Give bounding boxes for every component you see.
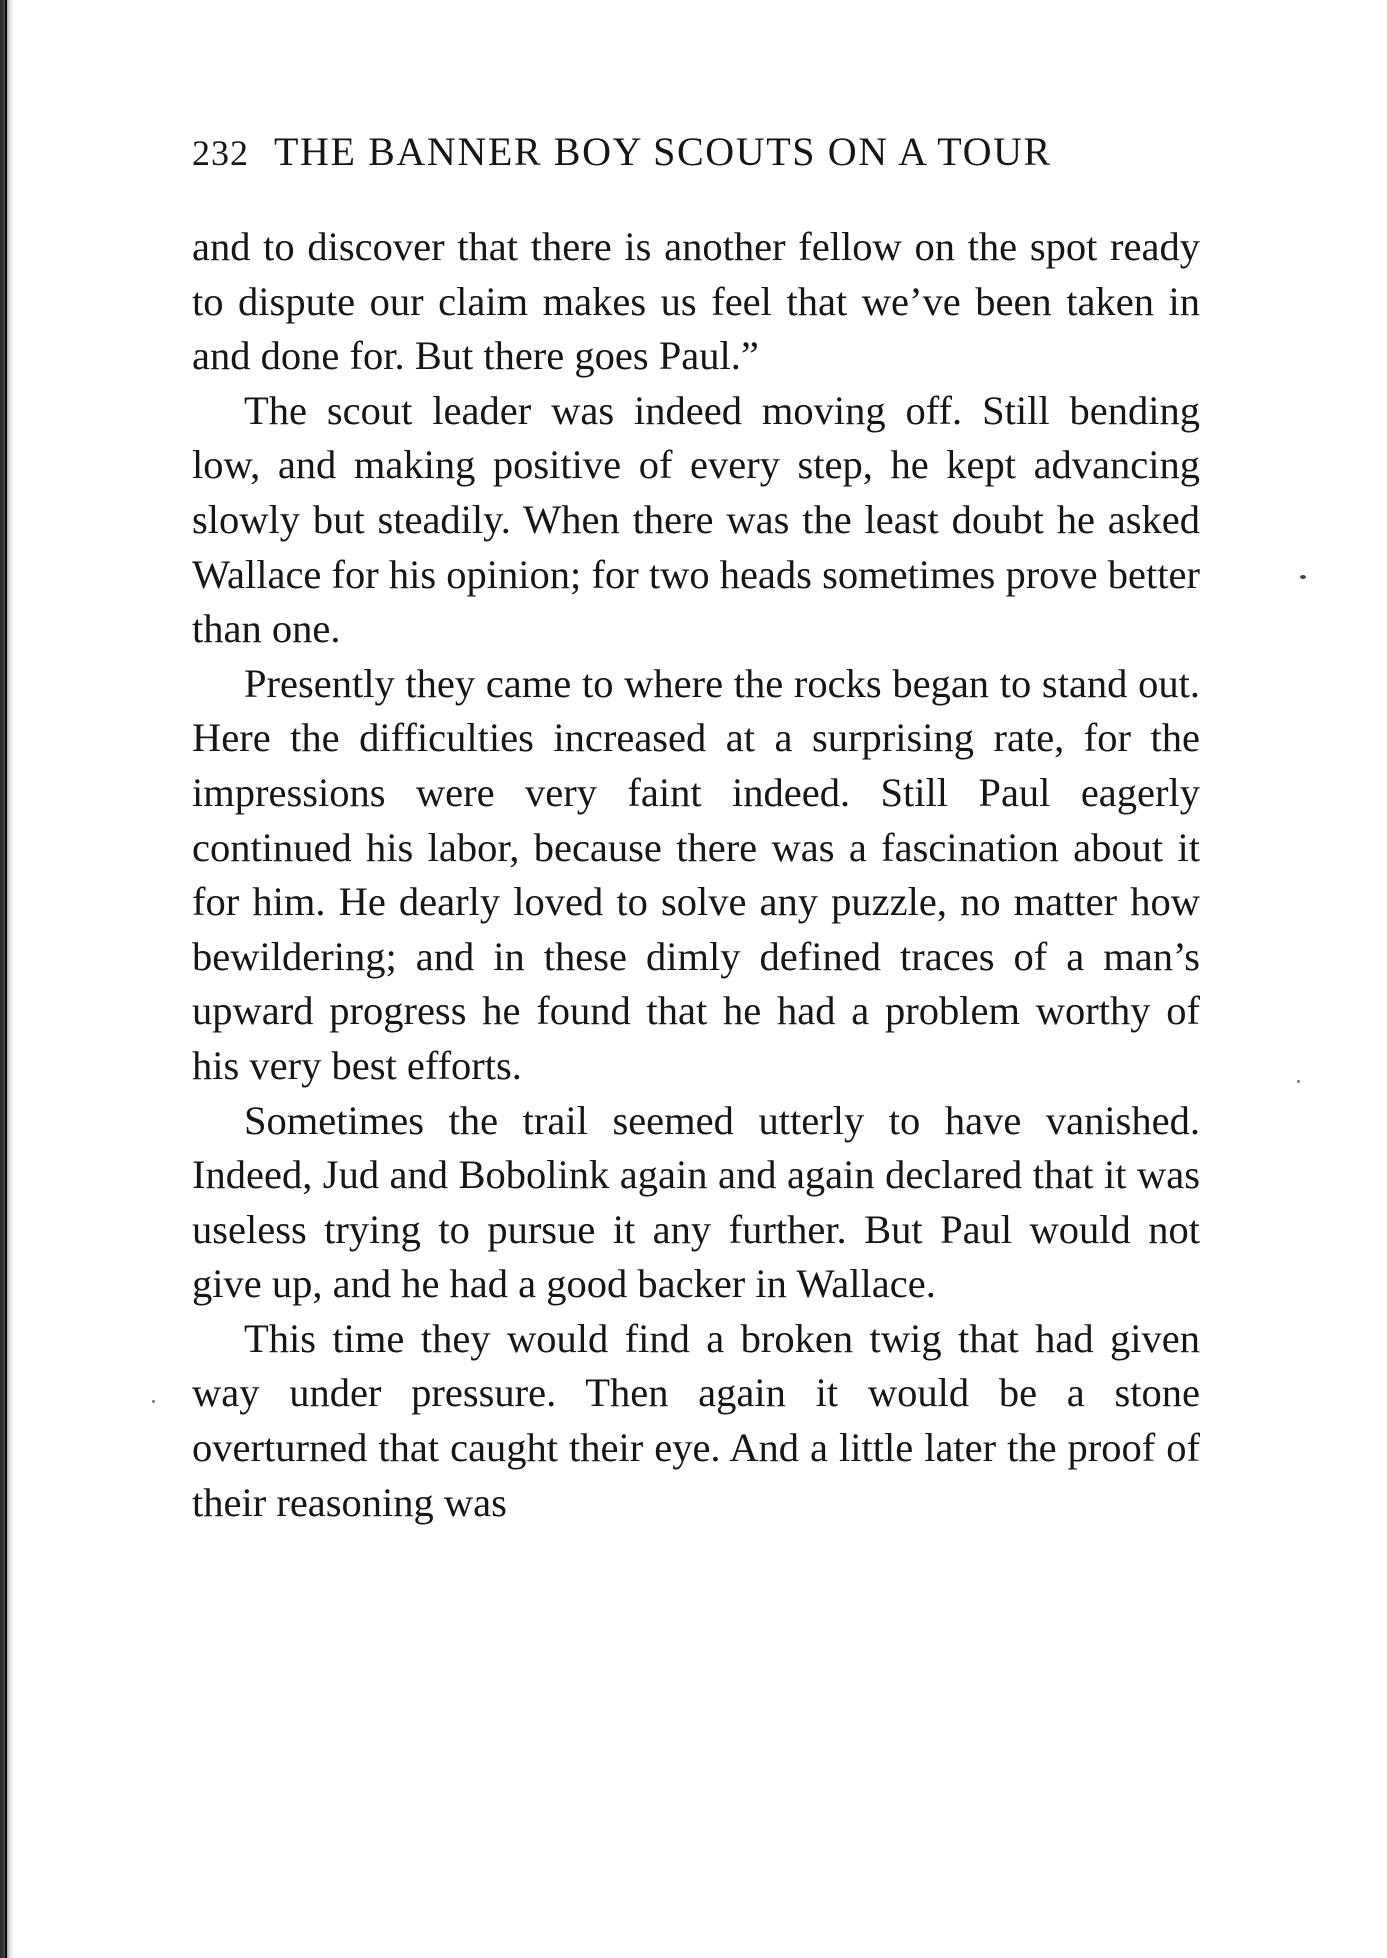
binding-line: [5, 0, 7, 1958]
print-speck: [1300, 575, 1306, 579]
print-speck: [152, 1400, 155, 1403]
paragraph-continued: and to discover that there is another fellow on the spot ready to dispute our claim makes us feel that we’ve been taken in and done for. But there goes Paul.”: [192, 224, 1200, 379]
paragraph: The scout leader was indeed moving off. Still bending low, and making positive of every step, he kept advancing slowly but steadily. When there was the least doubt he asked Wallace for his opinion; for two heads sometimes prove better than one.: [192, 387, 1200, 652]
paragraph: Sometimes the trail seemed utterly to have vanished. Indeed, Jud and Bobolink again and again declared that it was useless trying to pursue it any further. But Paul would not give up, and he had a good backer in Wallace.: [192, 1097, 1200, 1307]
print-speck: [1297, 1080, 1300, 1083]
book-title: THE BANNER BOY SCOUTS ON A TOUR: [274, 129, 1052, 174]
page-number: 232: [192, 133, 249, 173]
body-text: [192, 220, 1200, 1530]
paragraph: Presently they came to where the rocks began to stand out. Here the difficulties increased at a surprising rate, for the impressions were very faint indeed. Still Paul eagerly continued his labor, because there was a fascination about it for him. He dearly loved to solve any puzzle, no matter how bewildering; and in these dimly defined traces of a man’s upward progress he found that he had a problem worthy of his very best efforts.: [192, 660, 1200, 1088]
paragraph: This time they would find a broken twig that had given way under pressure. Then again it would be a stone overturned that caught their eye. And a little later the proof of their reasoning was: [192, 1315, 1200, 1525]
binding-edge: [0, 0, 14, 1958]
running-head: [192, 128, 1200, 175]
